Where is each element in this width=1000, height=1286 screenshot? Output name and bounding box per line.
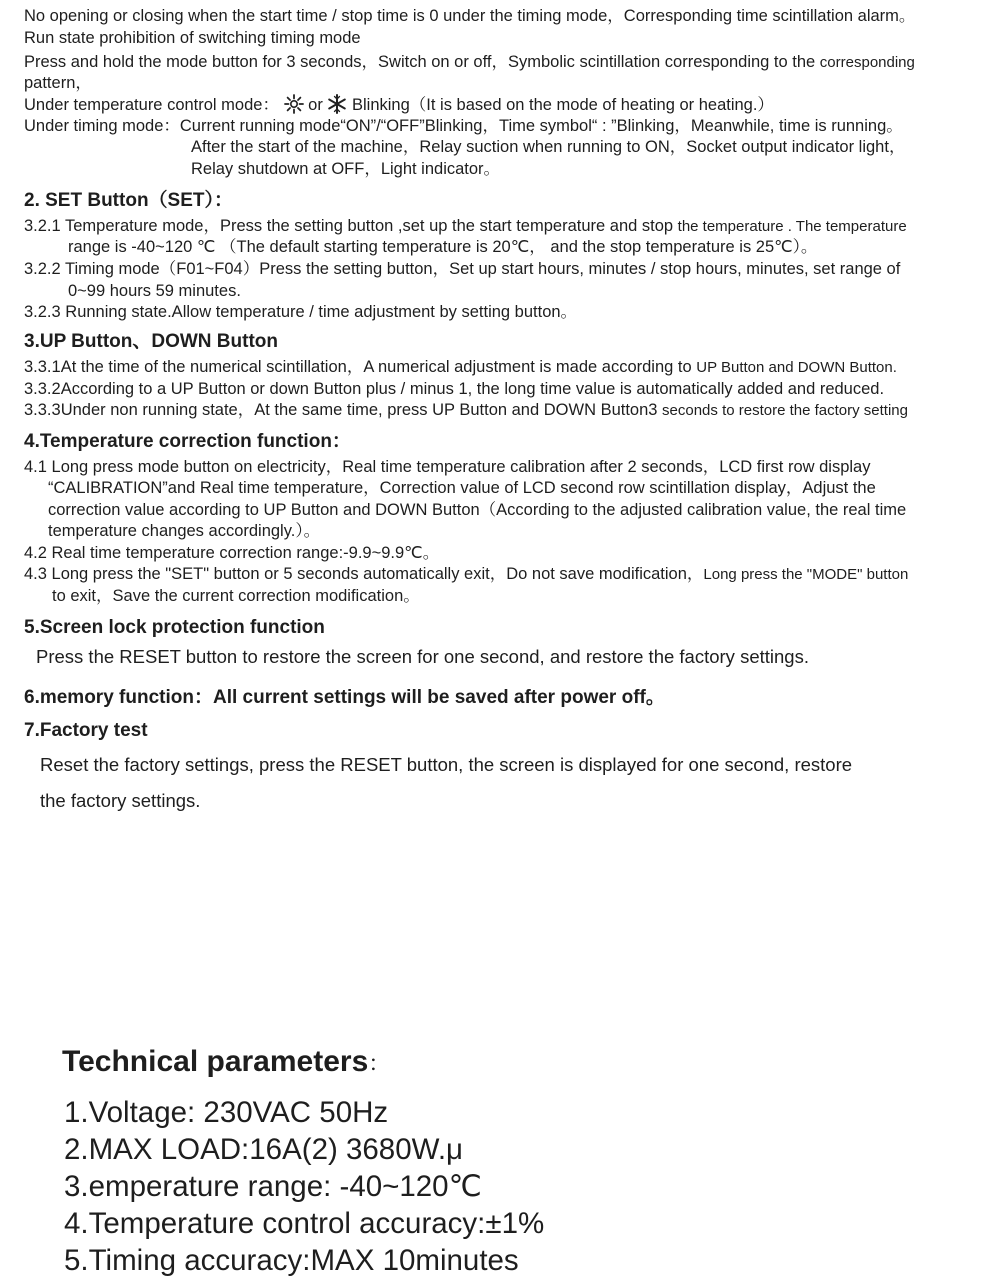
factory-section-body-2: the factory settings.	[40, 790, 201, 811]
lock-section-heading: 5.Screen lock protection function	[24, 617, 325, 638]
intro-line-1: No opening or closing when the start time / stop time is 0 under the timing mode，Corresponding time scintillation alarm。	[24, 7, 916, 25]
technical-heading: Technical parameters：	[62, 1045, 391, 1078]
factory-section-body-1: Reset the factory settings, press the RESET button, the screen is displayed for one second, restore	[40, 754, 853, 775]
updown-item-1: 3.3.1At the time of the numerical scintillation，A numerical adjustment is made according to UP Button and DOWN Button.	[24, 358, 897, 376]
correction-item-1: 4.1 Long press mode button on electricity，Real time temperature calibration after 2 seconds，LCD first row display	[24, 458, 871, 476]
technical-param-5: 5.Timing accuracy:MAX 10minutes	[64, 1244, 519, 1277]
intro-line-8: Relay shutdown at OFF，Light indicator。	[191, 160, 501, 178]
correction-item-2: 4.2 Real time temperature correction range:-9.9~9.9℃。	[24, 544, 440, 562]
lock-section-body: Press the RESET button to restore the screen for one second, and restore the factory settings.	[36, 646, 809, 667]
intro-line-6: Under timing mode：Current running mode“ON”/“OFF”Blinking，Time symbol“ : ”Blinking，Meanwhile, time is running。	[24, 117, 903, 135]
technical-param-2: 2.MAX LOAD:16A(2) 3680W.μ	[64, 1133, 464, 1166]
set-item-1: 3.2.1 Temperature mode，Press the setting button ,set up the start temperature and stop the temperature . The temperature	[24, 217, 907, 235]
set-item-1-cont: range is -40~120 ℃ （The default starting temperature is 20℃， and the stop temperature is 25℃）。	[68, 238, 818, 256]
technical-param-1: 1.Voltage: 230VAC 50Hz	[64, 1096, 389, 1129]
factory-section-heading: 7.Factory test	[24, 720, 148, 741]
set-item-2: 3.2.2 Timing mode（F01~F04）Press the setting button，Set up start hours, minutes / stop hours, minutes, set range of	[24, 260, 901, 278]
intro-line-4: pattern，	[24, 74, 92, 92]
correction-section-heading: 4.Temperature correction function：	[24, 431, 351, 452]
set-section-heading: 2. SET Button（SET）：	[24, 190, 234, 211]
intro-line-5: Under temperature control mode： or Blinking（It is based on the mode of heating or heating.）	[24, 96, 774, 114]
correction-item-1-cont-3: temperature changes accordingly.）。	[48, 522, 321, 540]
snowflake-icon	[327, 94, 347, 114]
updown-item-2: 3.3.2According to a UP Button or down Button plus / minus 1, the long time value is automatically added and reduced.	[24, 380, 885, 398]
correction-item-3: 4.3 Long press the "SET" button or 5 seconds automatically exit，Do not save modification，Long press the "MODE" button	[24, 565, 909, 583]
technical-param-4: 4.Temperature control accuracy:±1%	[64, 1207, 545, 1240]
intro-line-3: Press and hold the mode button for 3 seconds，Switch on or off，Symbolic scintillation corresponding to the corresponding	[24, 53, 915, 71]
intro-line-2: Run state prohibition of switching timing mode	[24, 29, 361, 47]
correction-item-1-cont-1: “CALIBRATION”and Real time temperature，Correction value of LCD second row scintillation display，Adjust the	[48, 479, 876, 497]
memory-section-heading: 6.memory function：All current settings will be saved after power off。	[24, 687, 665, 708]
set-item-3: 3.2.3 Running state.Allow temperature / time adjustment by setting button。	[24, 303, 578, 321]
intro-line-7: After the start of the machine，Relay suction when running to ON，Socket output indicator light，	[191, 138, 906, 156]
updown-item-3: 3.3.3Under non running state，At the same time, press UP Button and DOWN Button3 seconds to restore the factory setting	[24, 401, 908, 419]
updown-section-heading: 3.UP Button、DOWN Button	[24, 331, 278, 352]
correction-item-1-cont-2: correction value according to UP Button and DOWN Button（According to the adjusted calibration value, the real time	[48, 501, 907, 519]
heating-sun-icon	[284, 94, 304, 114]
technical-param-3: 3.emperature range: -40~120℃	[64, 1170, 482, 1203]
set-item-2-cont: 0~99 hours 59 minutes.	[68, 282, 241, 300]
correction-item-3-cont: to exit，Save the current correction modification。	[52, 587, 420, 605]
